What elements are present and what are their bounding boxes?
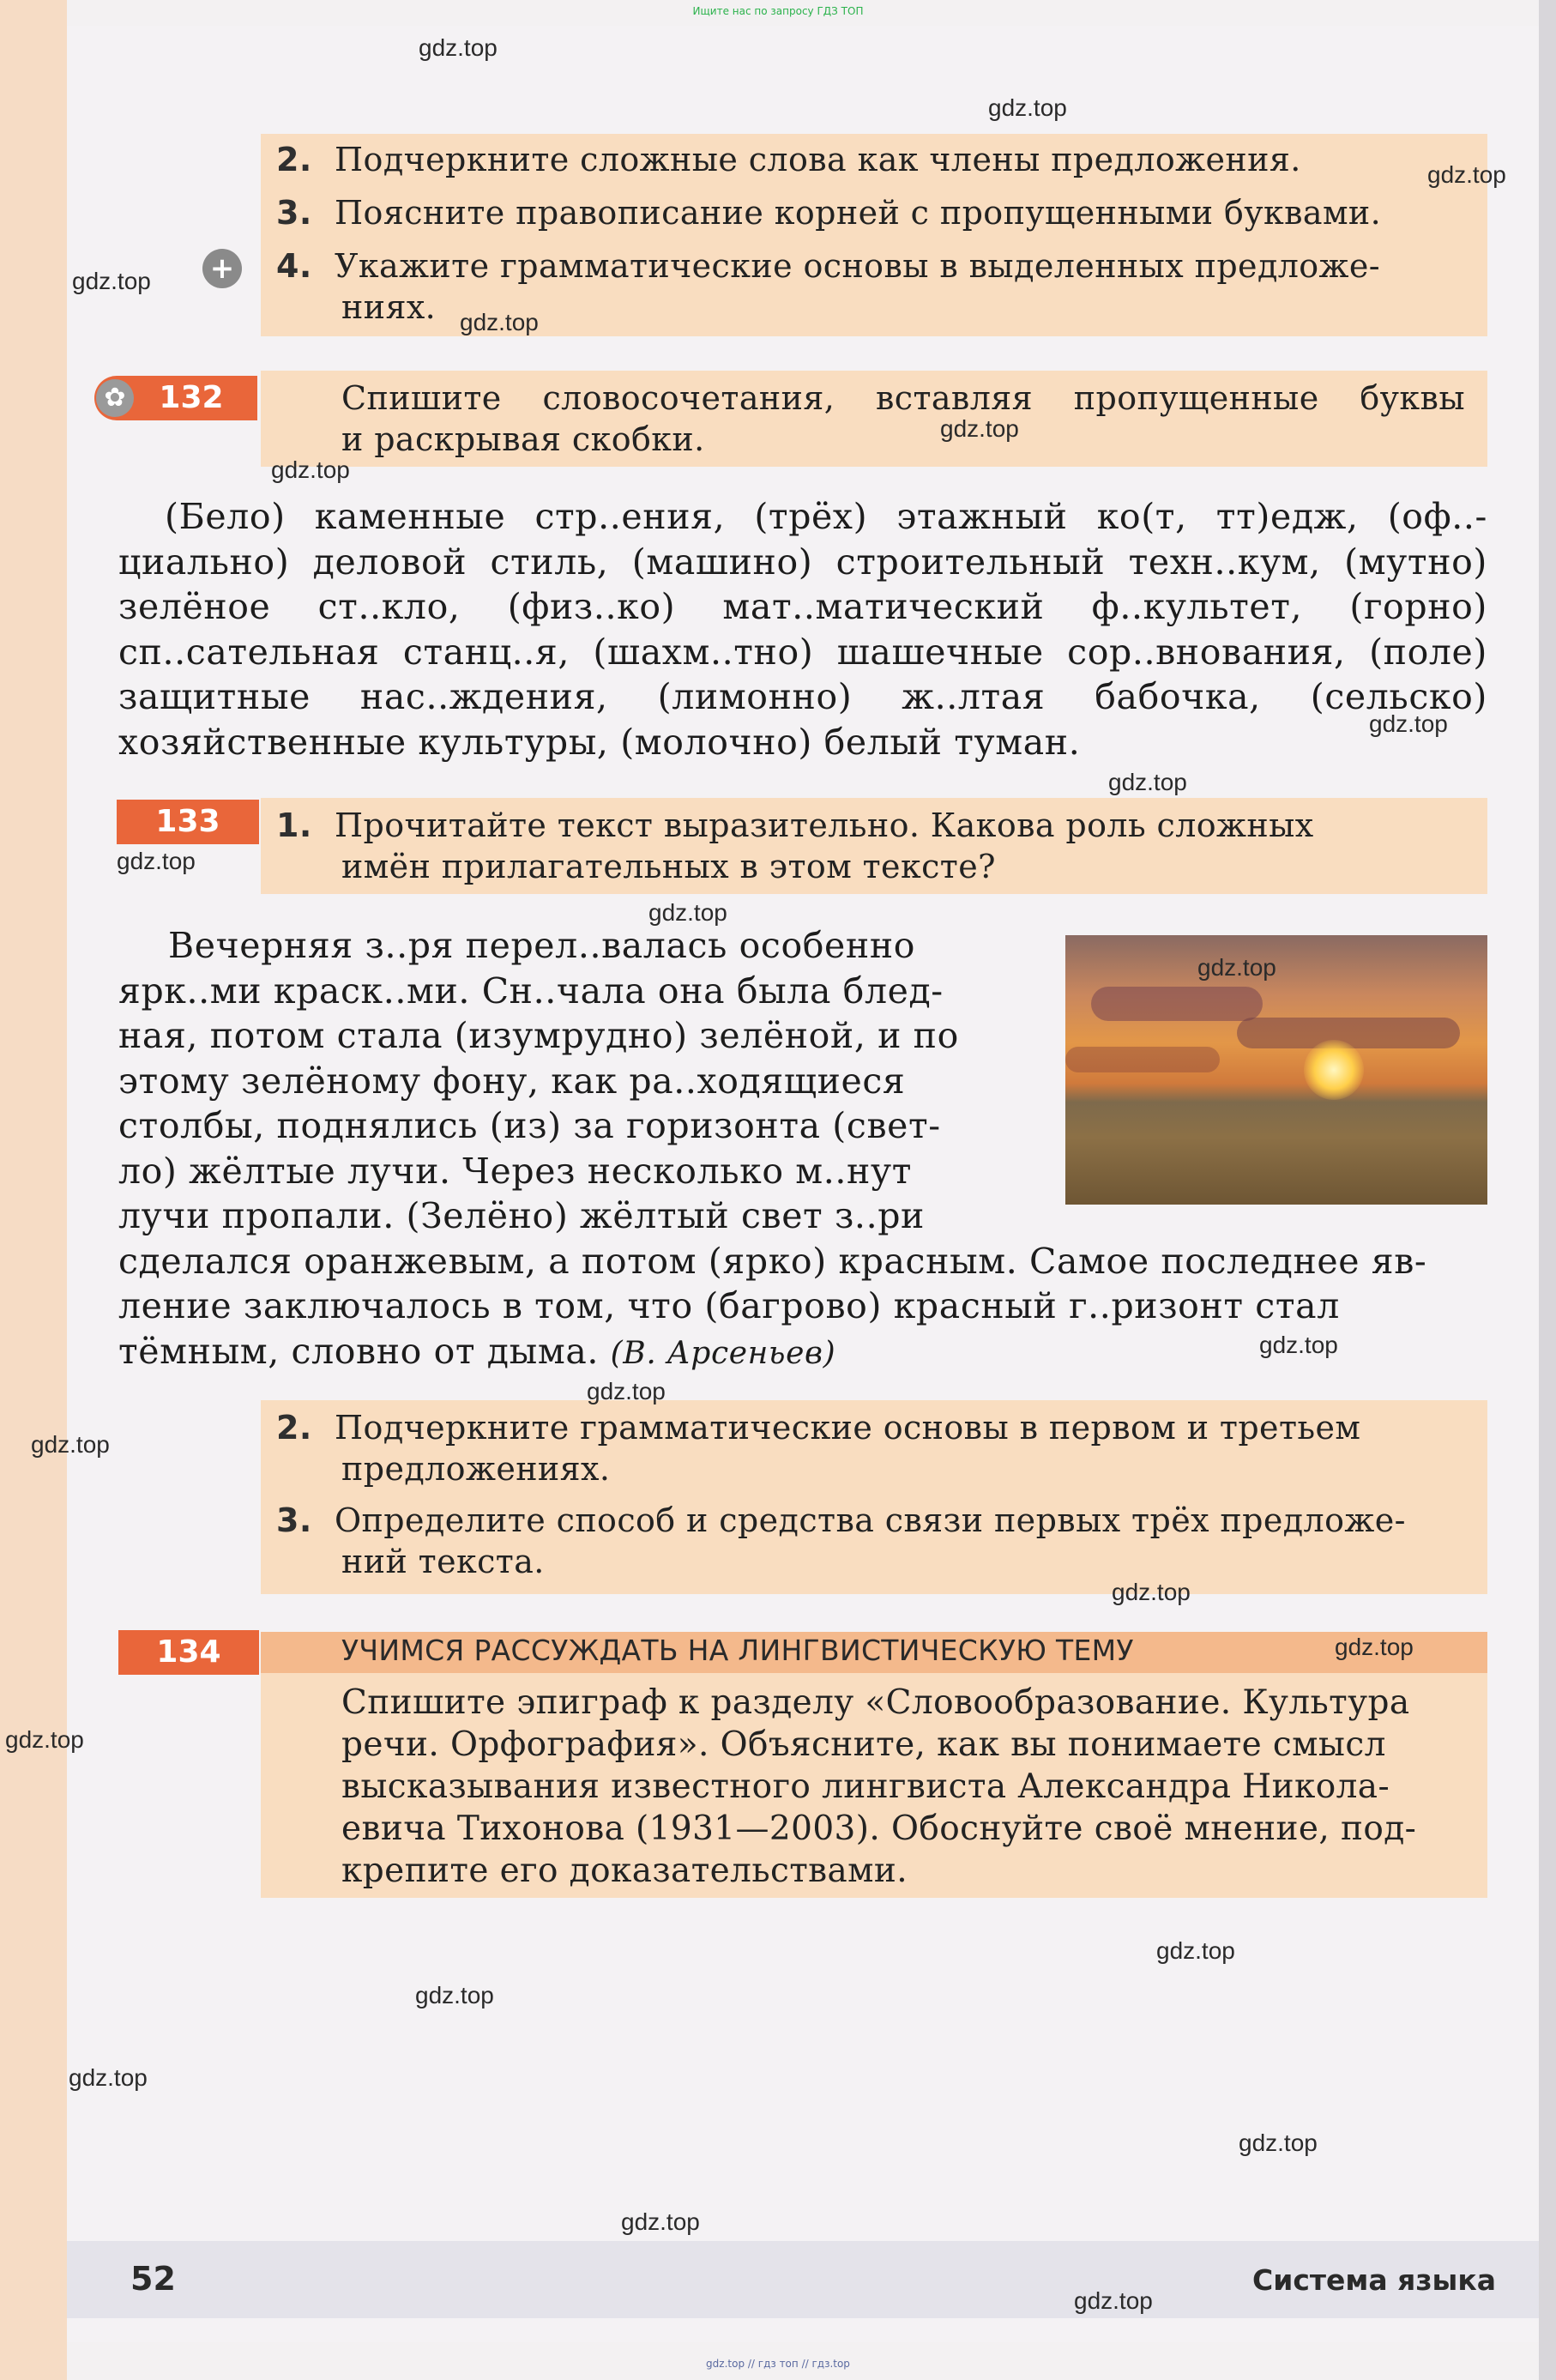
- ex134-line-4: евича Тихонова (1931—2003). Обоснуйте своё мнение, под-: [341, 1809, 1417, 1848]
- ex134-line-5: крепите его доказательствами.: [341, 1851, 908, 1890]
- watermark: gdz.top: [648, 899, 727, 926]
- watermark: gdz.top: [72, 268, 151, 294]
- ex134-task: [341, 1682, 1470, 1892]
- ex133-line-5: столбы, поднялись (из) за горизонта (свет-: [118, 1105, 941, 1146]
- ex134-line-2: речи. Орфография». Объясните, как вы понимаете смысл: [341, 1725, 1386, 1764]
- section-name: Система языка: [1252, 2263, 1497, 2297]
- ex134-number-tag: 134: [118, 1630, 259, 1675]
- watermark: gdz.top: [1112, 1579, 1191, 1605]
- ex133-task-3: 3. Определите способ и средства связи первых трёх предложе-: [276, 1501, 1406, 1539]
- watermark: gdz.top: [1335, 1634, 1414, 1660]
- watermark: gdz.top: [1259, 1332, 1338, 1358]
- watermark: gdz.top: [587, 1378, 666, 1404]
- watermark: gdz.top: [1239, 2129, 1318, 2156]
- watermark: gdz.top: [117, 848, 196, 874]
- intro-task-4: 4. Укажите грамматические основы в выделенных предложе-: [276, 247, 1381, 285]
- watermark: gdz.top: [1369, 710, 1448, 737]
- watermark: gdz.top: [621, 2208, 700, 2235]
- watermark: gdz.top: [415, 1982, 494, 2009]
- watermark: gdz.top: [1074, 2287, 1153, 2314]
- ex133-task-2: 2. Подчеркните грамматические основы в первом и третьем: [276, 1409, 1361, 1447]
- intro-task-3: 3. Поясните правописание корней с пропущенными буквами.: [276, 194, 1382, 232]
- ex133-line-4: этому зелёному фону, как ра..ходящиеся: [118, 1060, 906, 1102]
- watermark: gdz.top: [31, 1431, 110, 1458]
- ex132-task-line2: и раскрывая скобки.: [341, 420, 705, 458]
- watermark: gdz.top: [460, 309, 539, 335]
- ex134-heading: УЧИМСЯ РАССУЖДАТЬ НА ЛИНГВИСТИЧЕСКУЮ ТЕМУ: [341, 1634, 1134, 1667]
- ex133-task-2-line2: предложениях.: [341, 1450, 611, 1488]
- top-watermark-note: Ищите нас по запросу ГДЗ ТОП: [692, 5, 864, 17]
- page-number: 52: [130, 2260, 176, 2298]
- ex133-number-tag: 133: [117, 800, 259, 844]
- watermark: gdz.top: [271, 456, 350, 483]
- ex134-line-1: Спишите эпиграф к разделу «Словообразование. Культура: [341, 1683, 1410, 1722]
- watermark: gdz.top: [1427, 161, 1506, 188]
- ex133-line-9: ление заключалось в том, что (багрово) красный г..ризонт стал: [118, 1285, 1340, 1326]
- ex133-line-3: ная, потом стала (изумрудно) зелёной, и по: [118, 1015, 959, 1056]
- ex134-line-3: высказывания известного лингвиста Александра Никола-: [341, 1767, 1390, 1806]
- watermark: gdz.top: [419, 34, 498, 61]
- ex133-task-1: 1. Прочитайте текст выразительно. Какова роль сложных: [276, 806, 1314, 844]
- flower-circle-icon: ✿: [96, 379, 134, 417]
- ex133-author: (В. Арсеньев): [610, 1335, 836, 1371]
- bottom-watermark-note: gdz.top // гдз топ // гдз.top: [706, 2358, 850, 2370]
- watermark: gdz.top: [1108, 769, 1187, 795]
- watermark: gdz.top: [1197, 954, 1276, 981]
- ex132-number-tag: 132: [94, 376, 257, 420]
- ex132-text: (Бело) каменные стр..ения, (трёх) этажный ко(т, тт)едж, (оф..-циально) деловой стиль, (машино) строительный техн..кум, (мутно) зелёное ст..кло, (физ..ко) мат..матический ф..культет, (горно) сп..сательная станц..я, (шахм..тно) шашечные сор..внования, (поле) защитные нас..ждения, (лимонно) ж..лтая бабочка, (сельско) хозяйственные культуры, (молочно) белый туман.: [118, 496, 1487, 763]
- ex133-line-8: сделался оранжевым, а потом (ярко) красным. Самое последнее яв-: [118, 1240, 1427, 1282]
- ex133-text: [118, 923, 1487, 1376]
- ex133-line-10: тёмным, словно от дыма. (В. Арсеньев): [118, 1330, 836, 1372]
- ex133-line-1: Вечерняя з..ря перел..валась особенно: [168, 925, 916, 966]
- watermark: gdz.top: [940, 415, 1019, 442]
- watermark: gdz.top: [69, 2064, 148, 2091]
- left-margin-strip: [0, 0, 67, 2380]
- ex133-line-2: ярк..ми краск..ми. Сн..чала она была блед-: [118, 970, 944, 1012]
- page-edge: [1539, 0, 1556, 2380]
- intro-task-2: 2. Подчеркните сложные слова как члены предложения.: [276, 141, 1301, 178]
- plus-circle-icon: +: [202, 249, 242, 288]
- intro-task-4-cont: ниях.: [341, 288, 437, 326]
- ex133-task-3-line2: ний текста.: [341, 1543, 545, 1580]
- ex133-line-7: лучи пропали. (Зелёно) жёлтый свет з..ри: [118, 1195, 925, 1236]
- ex132-task: Спишите словосочетания, вставляя пропущенные буквы: [341, 379, 1465, 417]
- watermark: gdz.top: [5, 1726, 84, 1753]
- watermark: gdz.top: [988, 94, 1067, 121]
- ex133-task-1-line2: имён прилагательных в этом тексте?: [341, 848, 996, 885]
- ex133-line-6: ло) жёлтые лучи. Через несколько м..нут: [118, 1150, 912, 1192]
- watermark: gdz.top: [1156, 1937, 1235, 1964]
